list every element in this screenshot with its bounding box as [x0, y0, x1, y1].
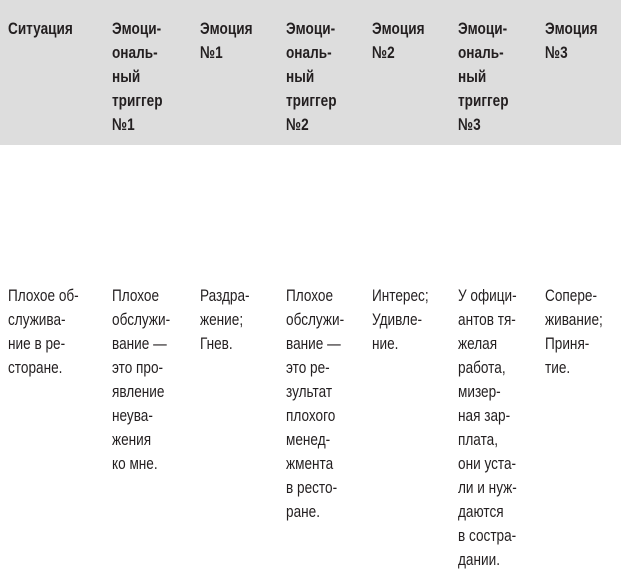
header-trigger-1: Эмоци- oналь- ный триггер №1: [112, 19, 163, 134]
header-trigger-3: Эмоци- oналь- ный триггер №3: [458, 19, 509, 134]
cell-emotion-1: Раздра- жение; Гнев.: [200, 286, 250, 353]
cell-trigger-1: Плохое обслужи- вание — это про- явление неува- жения ко мне.: [112, 286, 171, 473]
header-situation: Ситуация: [8, 19, 73, 38]
header-emotion-1: Эмоция №1: [200, 19, 253, 62]
cell-emotion-3: Сопере- живание; Приня- тие.: [545, 286, 603, 377]
header-trigger-2: Эмоци- oналь- ный триггер №2: [286, 19, 337, 134]
header-emotion-2: Эмоция №2: [372, 19, 425, 62]
cell-trigger-3: У офици- антов тя- желая работа, мизер- ная зар- плата, они уста- ли и нуж- даются в состра- дании.: [458, 286, 517, 569]
cell-trigger-2: Плохое обслужи- вание — это ре- зультат плохого менед- жмента в ресто- ране.: [286, 286, 345, 521]
cell-emotion-2: Интерес; Удивле- ние.: [372, 286, 429, 353]
header-emotion-3: Эмоция №3: [545, 19, 598, 62]
cell-situation: Плохое об- служива- ние в ре- сторане.: [8, 286, 79, 377]
